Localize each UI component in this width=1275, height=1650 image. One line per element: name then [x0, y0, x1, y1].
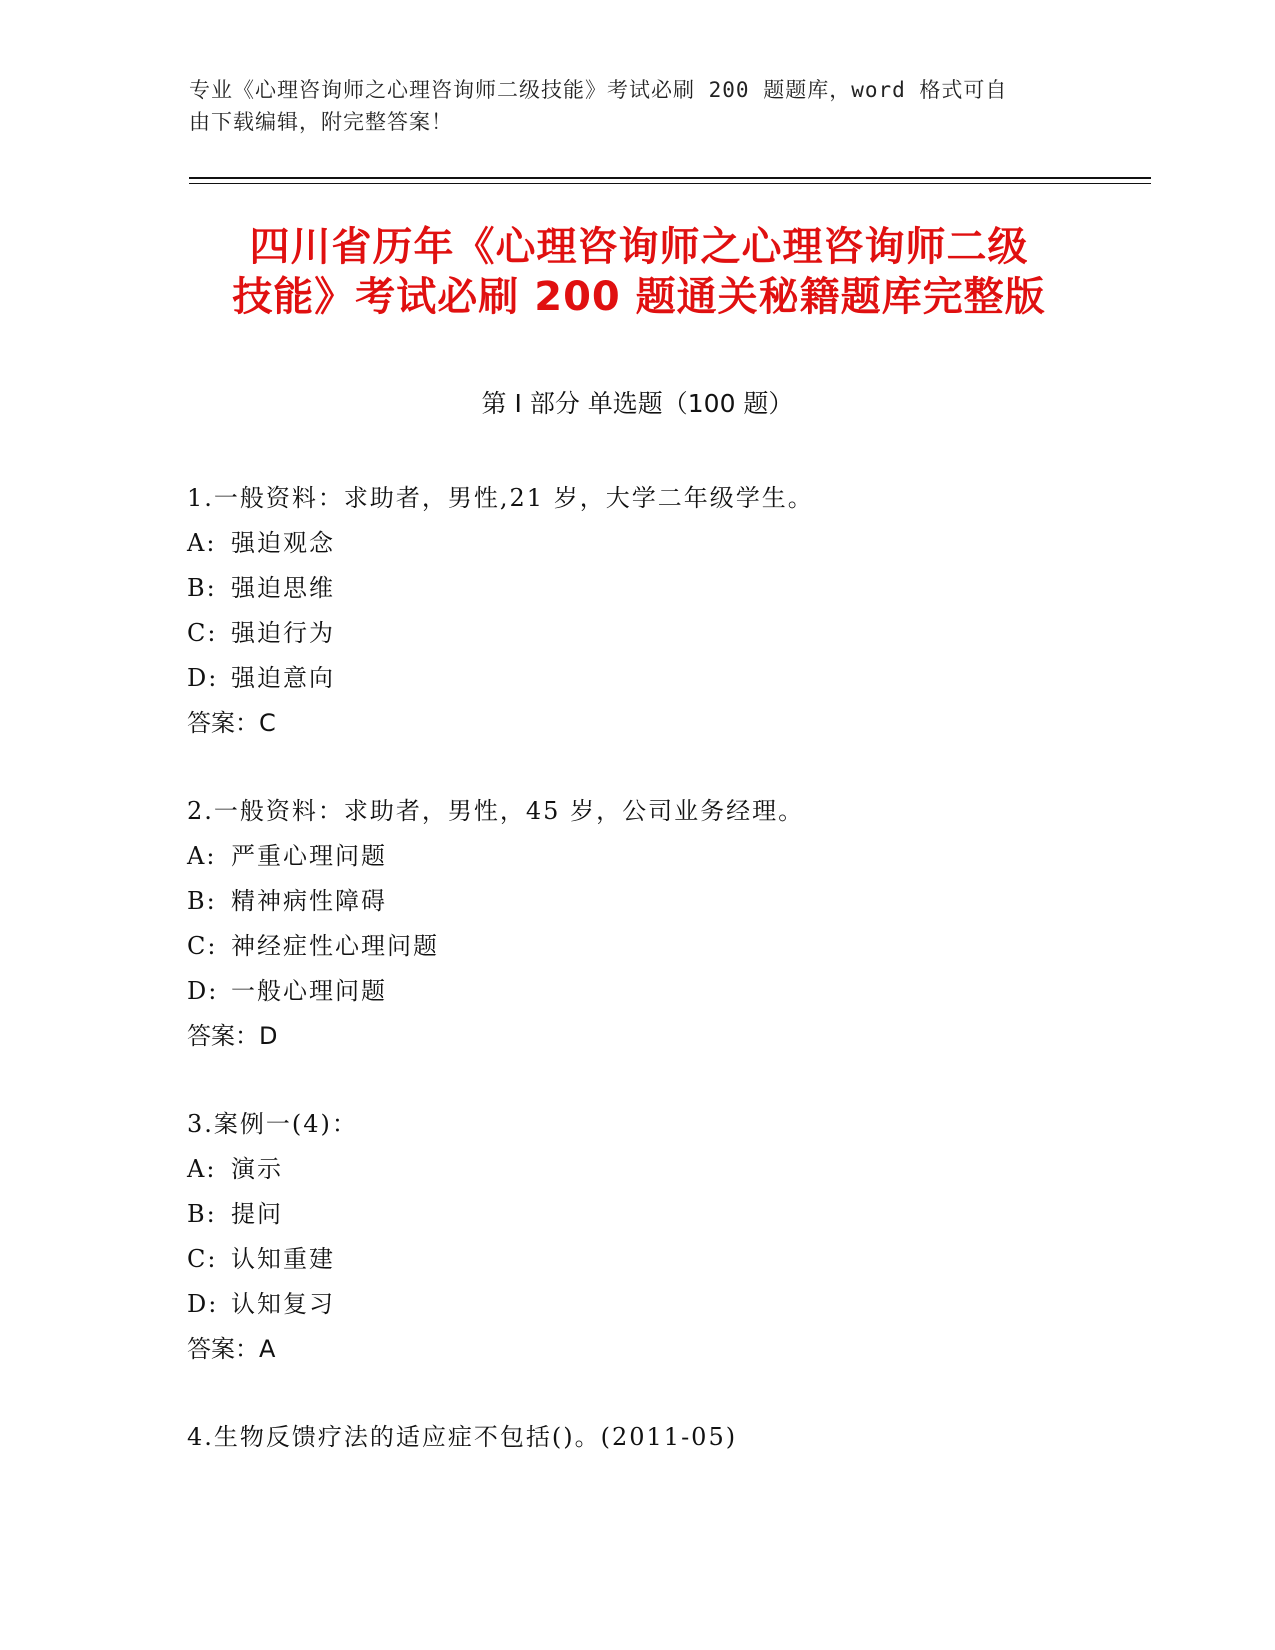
header-note-line-2: 由下载编辑，附完整答案！: [189, 110, 453, 134]
option-c: [187, 924, 1137, 969]
option-letter: A:: [187, 529, 217, 557]
option-text: 精神病性障碍: [231, 887, 387, 915]
question-stem: 3.案例一(4)：: [187, 1110, 358, 1138]
option-text: 严重心理问题: [231, 842, 387, 870]
option-text: 认知重建: [231, 1245, 335, 1273]
option-letter: C:: [187, 1245, 218, 1273]
option-a: [187, 834, 1137, 879]
section-heading: 第 I 部分 单选题（100 题）: [481, 389, 794, 418]
option-letter: B:: [187, 1200, 217, 1228]
question-3: [187, 1102, 1137, 1372]
option-letter: B:: [187, 574, 217, 602]
option-letter: A:: [187, 1155, 217, 1183]
option-text: 神经症性心理问题: [231, 932, 439, 960]
option-text: 强迫思维: [231, 574, 335, 602]
header-divider-thin: [189, 183, 1151, 184]
option-d: [187, 1282, 1137, 1327]
option-letter: D:: [187, 977, 219, 1005]
document-title: [189, 222, 1089, 322]
option-letter: A:: [187, 842, 217, 870]
option-a: [187, 1147, 1137, 1192]
option-text: 强迫观念: [231, 529, 335, 557]
option-b: [187, 879, 1137, 924]
answer-line: 答案：A: [187, 1335, 276, 1363]
option-text: 强迫意向: [231, 664, 335, 692]
document-title-line-2: 技能》考试必刷 200 题通关秘籍题库完整版: [232, 274, 1046, 320]
question-1: [187, 476, 1137, 746]
option-d: [187, 656, 1137, 701]
option-b: [187, 1192, 1137, 1237]
option-letter: D:: [187, 664, 219, 692]
question-4: [187, 1415, 1137, 1460]
question-2: [187, 789, 1137, 1059]
option-letter: D:: [187, 1290, 219, 1318]
option-text: 提问: [231, 1200, 283, 1228]
option-text: 演示: [231, 1155, 283, 1183]
question-stem: 1.一般资料：求助者，男性,21 岁，大学二年级学生。: [187, 484, 814, 512]
question-list: [187, 476, 1137, 1503]
option-a: [187, 521, 1137, 566]
option-letter: C:: [187, 932, 218, 960]
option-c: [187, 1237, 1137, 1282]
header-note: [189, 74, 1069, 138]
option-text: 认知复习: [231, 1290, 335, 1318]
option-text: 一般心理问题: [231, 977, 387, 1005]
question-stem: 4.生物反馈疗法的适应症不包括()。(2011-05): [187, 1423, 738, 1451]
option-d: [187, 969, 1137, 1014]
option-letter: B:: [187, 887, 217, 915]
option-text: 强迫行为: [231, 619, 335, 647]
header-divider-thick: [189, 177, 1151, 179]
header-note-line-1: 专业《心理咨询师之心理咨询师二级技能》考试必刷 200 题题库，word 格式可自: [189, 78, 1008, 102]
option-letter: C:: [187, 619, 218, 647]
document-title-line-1: 四川省历年《心理咨询师之心理咨询师二级: [249, 224, 1029, 270]
option-b: [187, 566, 1137, 611]
option-c: [187, 611, 1137, 656]
answer-line: 答案：C: [187, 709, 276, 737]
answer-line: 答案：D: [187, 1022, 278, 1050]
question-stem: 2.一般资料：求助者，男性，45 岁，公司业务经理。: [187, 797, 805, 825]
